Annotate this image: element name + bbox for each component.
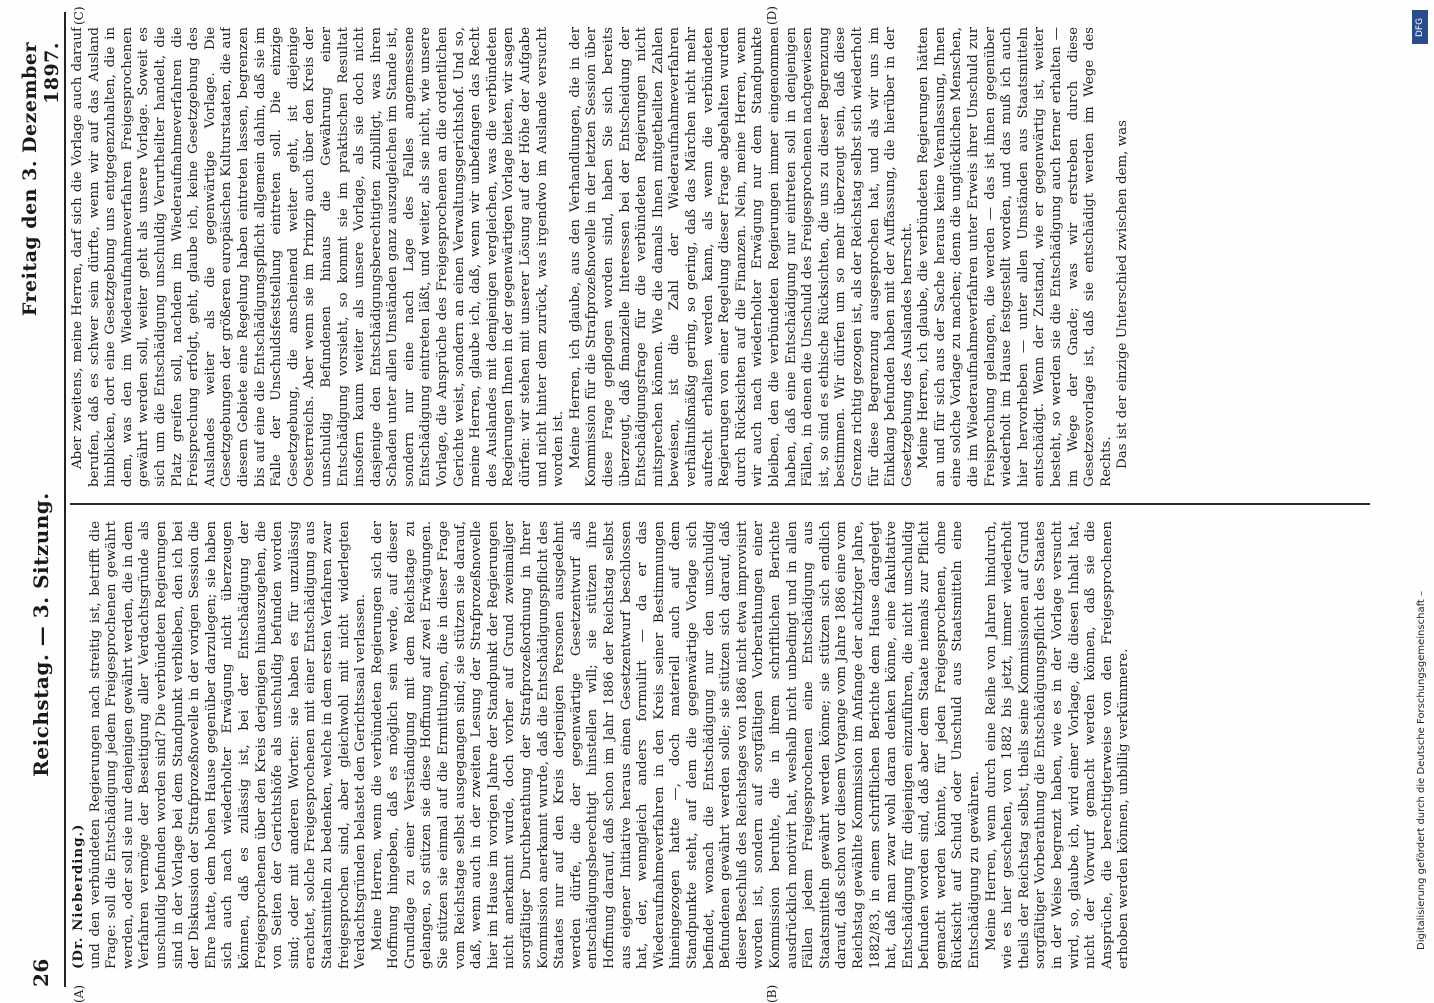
paragraph: Meine Herren, ich glaube, die verbündeten Regierungen hätten an und für sich aus der Sache heraus keine Veranlassung, Ihnen eine solche Vorlage zu machen; denn die unglücklichen Menschen, die im Wiederaufnahmeverfahren unter Erweis ihrer Unschuld zur Freisprechung gelangen, die werden — das ist ihnen gegenüber wiederholt im Hause festgestellt worden, und das muß ich auch hier hervorheben — unter allen Umständen aus Staatsmitteln entschädigt. Wenn der Zustand, wie er gegenwärtig ist, weiter besteht, so werden sie die Entschädigung auch ferner erhalten — im Wege der Gnade; was wir erstreben durch diese Gesetzesvorlage ist, daß sie entschädigt werden im Wege des Rechts. [916, 27, 1114, 487]
margin-marker-a: (A) [72, 984, 86, 1003]
header-rule [64, 12, 66, 987]
margin-marker-d: (D) [765, 6, 779, 25]
paragraph: Meine Herren, wenn durch eine Reihe von Jahren hindurch, wie es hier geschehen, von 1882 bis jetzt, immer wiederholt theils der Reichstag selbst, theils seine Kommissionen auf Grund sorgfältiger Vorberathung die Entschädigungspflicht des Staates in der Weise begrenzt haben, wie es in der Vorlage versucht wird, so, glaube ich, wird einer Vorlage, die diesen Inhalt hat, nicht der Vorwurf gemacht werden können, daß sie die Ansprüche, die berechtigterweise von den Freigesprochenen erhoben werden können, unbillig verkümmere. [983, 521, 1132, 969]
rotated-page-content [19, 6, 1390, 1003]
dfg-credit-text: Digitalisierung gefördert durch die Deutsche Forschungsgemeinschaft – [1416, 590, 1427, 950]
margin-marker-c: (C) [72, 6, 86, 25]
page-header [20, 12, 62, 987]
paragraph: Meine Herren, wenn die verbündeten Regierungen sich der Hoffnung hingeben, daß es möglich sein werde, auf dieser Grundlage zu einer Verständigung mit dem Reichstage zu gelangen, so stützen sie diese Hoffnung auf zwei Erwägungen. Sie stützen sie einmal auf die Ermittlungen, die in dieser Frage vom Reichstage selbst ausgegangen sind; sie stützen sie darauf, daß, wenn auch in der zweiten Lesung der Strafprozeßnovelle hier im Hause im vorigen Jahre der Standpunkt der Regierungen nicht anerkannt wurde, doch vorher auf Grund zweimaliger sorgfältiger Durchberathung der Strafprozeßordnung in Ihrer Kommission anerkannt wurde, daß die Entschädigungspflicht des Staates nur auf den Kreis derjenigen Personen ausgedehnt werden dürfe, die der gegenwärtige Gesetzentwurf als entschädigungsberechtigt hinstellen will; sie stützen ihre Hoffnung darauf, daß schon im Jahr 1886 der Reichstag selbst aus eigener Initiative heraus einen Gesetzentwurf beschlossen hat, der, wenngleich anders formulirt — da er das Wiederaufnahmeverfahren in den Kreis seiner Bestimmungen hineingezogen hatte —, doch materiell auch auf dem Standpunkte steht, auf dem die gegenwärtige Vorlage sich befindet, wonach die Entschädigung nur den unschuldig Befundenen gewährt werden solle; sie stützen sich darauf, daß dieser Beschluß des Reichstages von 1886 nicht etwa improvisirt worden ist, sondern auf sorgfältigen Vorberathungen einer Kommission beruhte, die in ihrem schriftlichen Berichte ausdrücklich motivirt hat, weshalb nicht unbedingt und in allen Fällen jedem Freigesprochenen eine Entschädigung aus Staatsmitteln gewährt werden könne; sie stützen sich endlich darauf, daß schon vor diesem Vorgange vom Jahre 1886 eine vom Reichstag gewählte Kommission im Anfange der achtziger Jahre, 1882/83, in einem schriftlichen Berichte dem Hause dargelegt hat, daß man zwar wohl daran denken könne, eine fakultative Entschädigung für diejenigen einzuführen, die nicht unschuldig befunden worden sind, daß aber dem Staate niemals zur Pflicht gemacht werden könnte, für jeden Freigesprochenen, ohne Rücksicht auf Schuld oder Unschuld aus Staatsmitteln eine Entschädigung zu gewähren. [369, 521, 983, 969]
column-divider [70, 503, 1370, 505]
dfg-sidebar [1412, 10, 1428, 990]
paragraph: Das ist der einzige Unterschied zwischen dem, was [1115, 120, 1131, 469]
speaker-label: (Dr. Nieberding.) [70, 823, 86, 969]
paragraph: und den verbündeten Regierungen nach streitig ist, betrifft die Frage: soll die Entschädigung jedem Freigesprochenen gewährt werden, oder soll sie nur denjenigen gewährt werden, die in dem Verfahren vermöge der Beseitigung aller Verdachtsgründe als unschuldig befunden worden sind? Die verbündeten Regierungen sind in der Vorlage bei dem Standpunkt verblieben, den ich bei der Diskussion der Strafprozeßnovelle in der vorigen Session die Ehre hatte, dem hohen Hause gegenüber darzulegen; sie haben sich auch nach wiederholter Erwägung nicht überzeugen können, daß es zulässig ist, bei der Entschädigung der Freigesprochenen über den Kreis derjenigen hinauszugehen, die von Seiten der Gerichtshöfe als unschuldig befunden worden sind; oder mit anderen Worten: sie haben es für unzulässig erachtet, solche Freigesprochenen mit einer Entschädigung aus Staatsmitteln zu bedenken, welche in dem ersten Verfahren zwar freigesprochen sind, aber gleichwohl mit nicht widerlegten Verdachtsgründen belastet den Gerichtssaal verlassen. [87, 521, 369, 969]
margin-marker-b: (B) [765, 984, 779, 1003]
page-number: 26 [29, 958, 53, 987]
page-date: Freitag den 3. Dezember 1897. [19, 42, 63, 317]
page-title: Reichstag. — 3. Sitzung. [29, 492, 53, 777]
paragraph: Aber zweitens, meine Herren, darf sich die Vorlage auch darauf berufen, daß es schwer sein dürfte, wenn wir auf das Ausland hinblicken, dort eine Gesetzgebung uns entgegenzuhalten, die in dem, was den im Wiederaufnahmeverfahren Freigesprochenen gewährt werden soll, weiter geht als unsere Vorlage. Soweit es sich um die Entschädigung unschuldig Verurtheilter handelt, die Platz greifen soll, nachdem im Wiederaufnahmeverfahren die Freisprechung erfolgt, geht, glaube ich, keine Gesetzgebung des Auslandes weiter als die gegenwärtige Vorlage. Die Gesetzgebungen der größeren europäischen Kulturstaaten, die auf diesem Gebiete eine Regelung haben eintreten lassen, begrenzen bis auf eine die Entschädigungspflicht allgemein dahin, daß sie im Falle der Unschuldsfeststellung eintreten soll. Die einzige Gesetzgebung, die anscheinend weiter geht, ist diejenige Oesterreichs. Aber wenn sie im Prinzip auch über den Kreis der unschuldig Befundenen hinaus die Gewährung einer Entschädigung vorsieht, so kommt sie im praktischen Resultat insofern kaum weiter als unsere Vorlage, als sie doch nicht dasjenige den Entschädigungsberechtigten zubilligt, was ihren Schaden unter allen Umständen ganz auszugleichen im Stande ist, sondern nur eine nach Lage des Falles angemessene Entschädigung eintreten läßt, und weiter, als sie nicht, wie unsere Vorlage, die Ansprüche des Freigesprochenen an die ordentlichen Gerichte weist, sondern an einen Verwaltungsgerichtshof. Und so, meine Herren, glaube ich, daß, wenn wir unbefangen das Recht des Auslandes mit demjenigen vergleichen, was die verbündeten Regierungen Ihnen in der gegenwärtigen Vorlage bieten, wir sagen dürfen: wir stehen mit unserer Lösung auf der Höhe der Aufgabe und nicht hinter dem zurück, was irgendwo im Auslande versucht worden ist. [70, 27, 567, 487]
left-column [70, 521, 1375, 969]
right-column [70, 27, 1375, 487]
paragraph: Meine Herren, ich glaube, aus den Verhandlungen, die in der Kommission für die Strafprozeßnovelle in der letzten Session über diese Frage gepflogen worden sind, haben Sie sich bereits überzeugt, daß finanzielle Interessen bei der Entscheidung der Entschädigungsfrage für die verbündeten Regierungen nicht mitsprechen können. Wie die damals Ihnen mitgetheilten Zahlen beweisen, ist die Zahl der Wiederaufnahmeverfahren verhältnißmäßig gering, so gering, daß das Märchen nicht mehr aufrecht erhalten werden kann, als wenn die verbündeten Regierungen von einer Regelung dieser Frage abgehalten wurden durch Rücksichten auf die Finanzen. Nein, meine Herren, wenn wir auch nach wiederholter Erwägung nur dem Standpunkte bleiben, den die verbündeten Regierungen immer eingenommen haben, daß eine Entschädigung nur eintreten soll in denjenigen Fällen, in denen die Unschuld des Freigesprochenen nachgewiesen ist, so sind es ethische Rücksichten, die uns zu dieser Begrenzung bestimmen. Wir dürfen um so mehr überzeugt sein, daß diese Grenze richtig gezogen ist, als der Reichstag selbst sich wiederholt für diese Begrenzung ausgesprochen hat, und als wir uns im Einklang befunden haben mit der Auffassung, die hierüber in der Gesetzgebung des Auslandes herrscht. [567, 27, 915, 487]
dfg-logo-icon: DFG [1412, 10, 1428, 44]
